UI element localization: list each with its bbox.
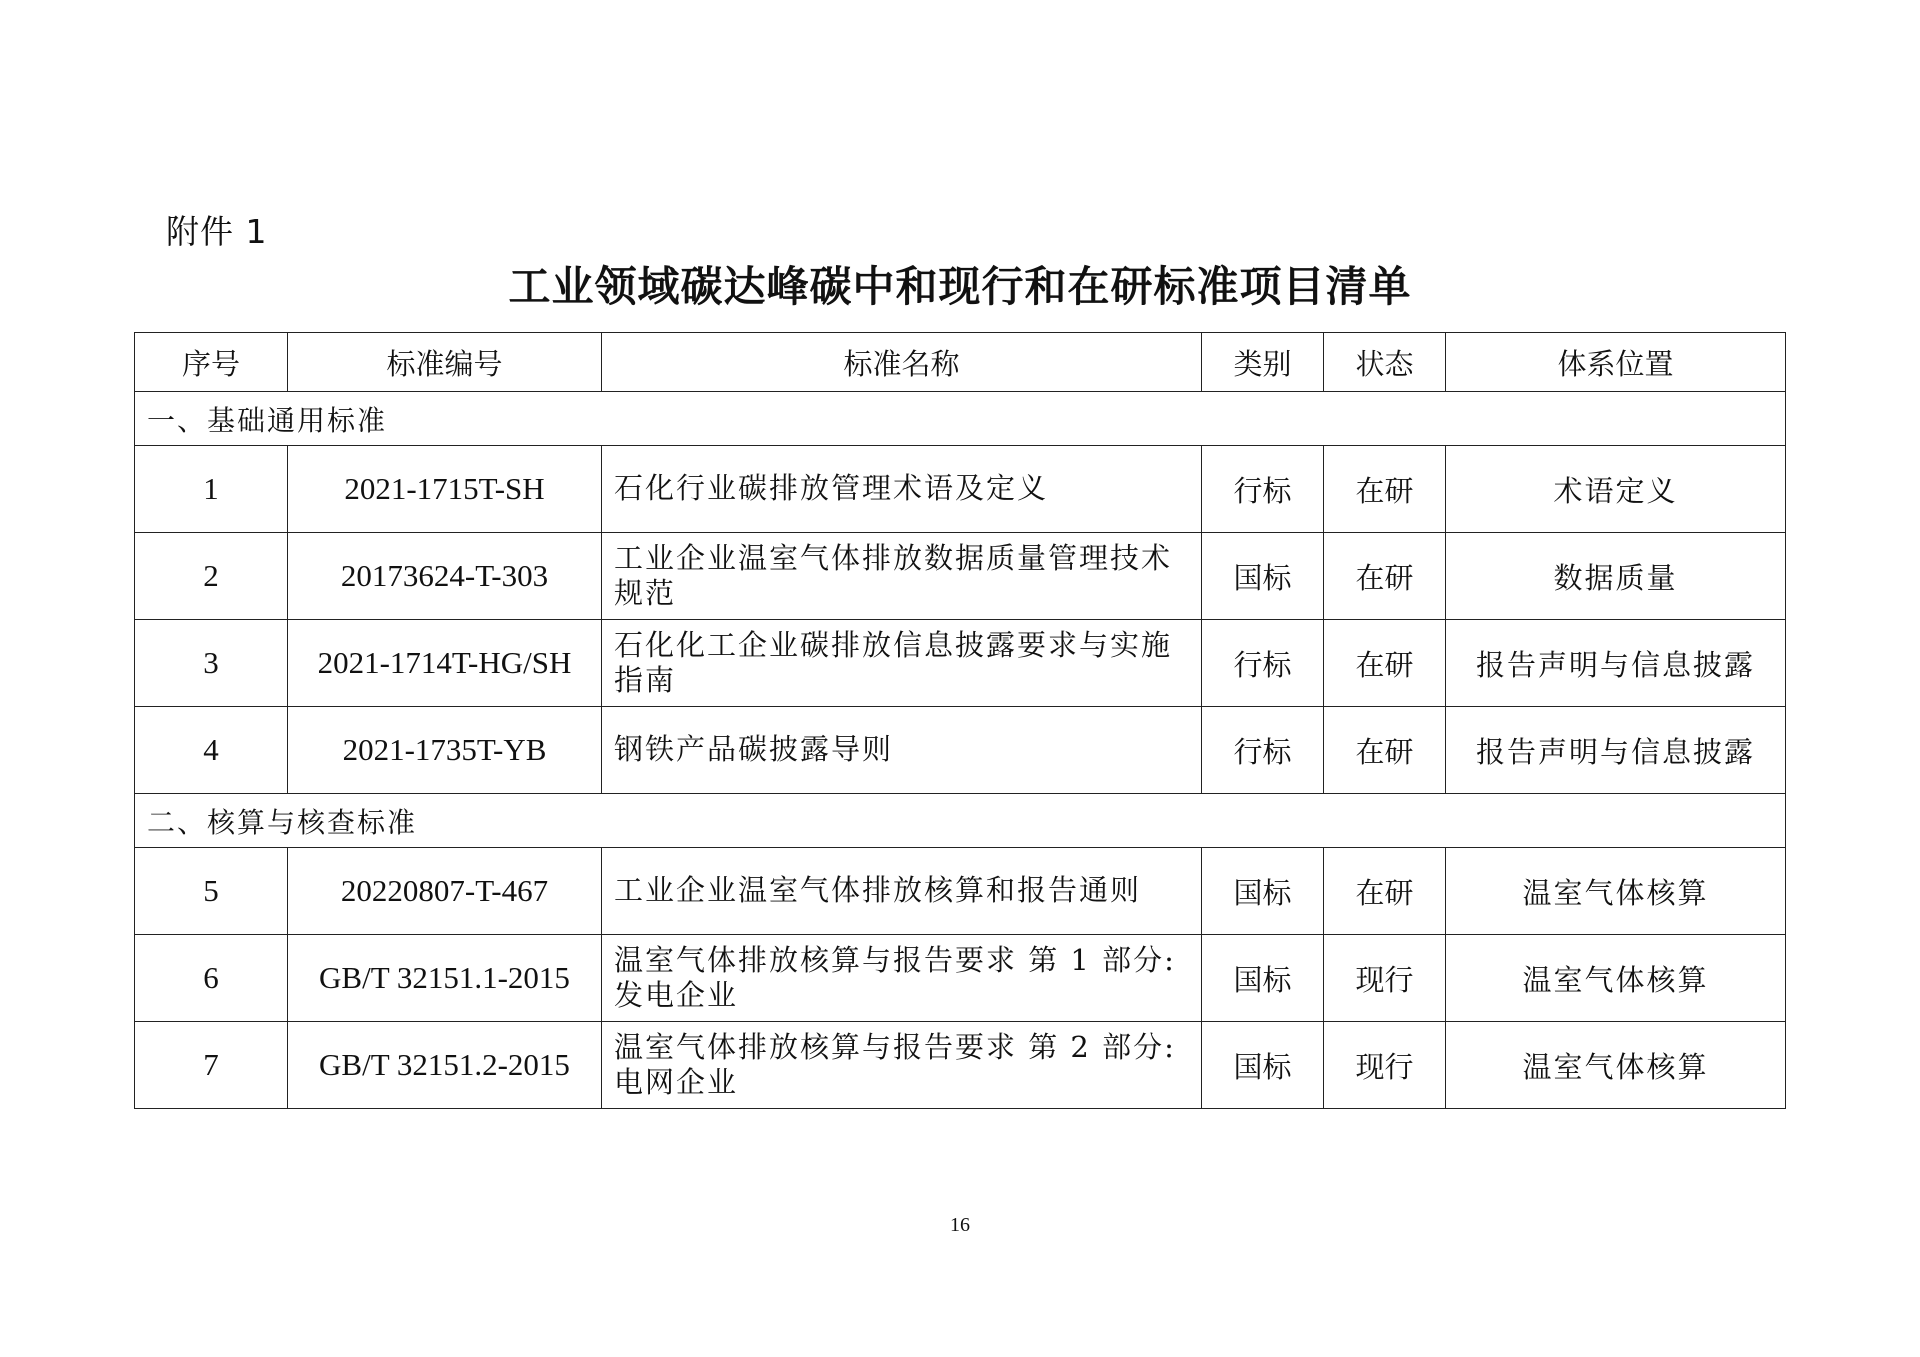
section-row bbox=[135, 392, 1786, 446]
cell-seq: 3 bbox=[135, 620, 288, 707]
cell-code: GB/T 32151.2-2015 bbox=[288, 1022, 602, 1109]
section-title: 二、核算与核查标准 bbox=[135, 794, 1786, 848]
cell-name: 工业企业温室气体排放数据质量管理技术规范 bbox=[602, 533, 1202, 620]
header-status: 状态 bbox=[1324, 333, 1446, 392]
cell-position: 报告声明与信息披露 bbox=[1446, 707, 1786, 794]
cell-seq: 2 bbox=[135, 533, 288, 620]
cell-code: GB/T 32151.1-2015 bbox=[288, 935, 602, 1022]
cell-seq: 6 bbox=[135, 935, 288, 1022]
cell-position: 报告声明与信息披露 bbox=[1446, 620, 1786, 707]
cell-seq: 7 bbox=[135, 1022, 288, 1109]
cell-name: 温室气体排放核算与报告要求 第 1 部分: 发电企业 bbox=[602, 935, 1202, 1022]
table-row bbox=[135, 446, 1786, 533]
cell-category: 国标 bbox=[1202, 1022, 1324, 1109]
cell-status: 在研 bbox=[1324, 707, 1446, 794]
attachment-label: 附件 1 bbox=[166, 212, 268, 251]
table-row bbox=[135, 935, 1786, 1022]
header-code: 标准编号 bbox=[288, 333, 602, 392]
cell-seq: 5 bbox=[135, 848, 288, 935]
cell-position: 术语定义 bbox=[1446, 446, 1786, 533]
table-row bbox=[135, 707, 1786, 794]
cell-category: 国标 bbox=[1202, 935, 1324, 1022]
document-title: 工业领域碳达峰碳中和现行和在研标准项目清单 bbox=[508, 262, 1412, 311]
cell-status: 在研 bbox=[1324, 446, 1446, 533]
cell-status: 现行 bbox=[1324, 935, 1446, 1022]
table-header-row bbox=[135, 333, 1786, 392]
cell-name: 石化化工企业碳排放信息披露要求与实施指南 bbox=[602, 620, 1202, 707]
cell-name: 石化行业碳排放管理术语及定义 bbox=[602, 446, 1202, 533]
cell-name: 温室气体排放核算与报告要求 第 2 部分: 电网企业 bbox=[602, 1022, 1202, 1109]
table-row bbox=[135, 620, 1786, 707]
header-seq: 序号 bbox=[135, 333, 288, 392]
header-category: 类别 bbox=[1202, 333, 1324, 392]
table-row bbox=[135, 1022, 1786, 1109]
cell-position: 温室气体核算 bbox=[1446, 848, 1786, 935]
cell-code: 2021-1735T-YB bbox=[288, 707, 602, 794]
header-name: 标准名称 bbox=[602, 333, 1202, 392]
cell-code: 20220807-T-467 bbox=[288, 848, 602, 935]
cell-seq: 4 bbox=[135, 707, 288, 794]
table-row bbox=[135, 848, 1786, 935]
cell-category: 行标 bbox=[1202, 707, 1324, 794]
cell-code: 2021-1714T-HG/SH bbox=[288, 620, 602, 707]
header-position: 体系位置 bbox=[1446, 333, 1786, 392]
standards-table bbox=[134, 332, 1786, 1109]
table-row bbox=[135, 533, 1786, 620]
cell-name: 钢铁产品碳披露导则 bbox=[602, 707, 1202, 794]
cell-category: 行标 bbox=[1202, 620, 1324, 707]
section-title: 一、基础通用标准 bbox=[135, 392, 1786, 446]
cell-seq: 1 bbox=[135, 446, 288, 533]
cell-name: 工业企业温室气体排放核算和报告通则 bbox=[602, 848, 1202, 935]
cell-code: 20173624-T-303 bbox=[288, 533, 602, 620]
cell-position: 温室气体核算 bbox=[1446, 935, 1786, 1022]
cell-position: 数据质量 bbox=[1446, 533, 1786, 620]
cell-category: 国标 bbox=[1202, 848, 1324, 935]
cell-code: 2021-1715T-SH bbox=[288, 446, 602, 533]
cell-category: 国标 bbox=[1202, 533, 1324, 620]
cell-position: 温室气体核算 bbox=[1446, 1022, 1786, 1109]
page-number: 16 bbox=[950, 1214, 970, 1236]
section-row bbox=[135, 794, 1786, 848]
cell-category: 行标 bbox=[1202, 446, 1324, 533]
cell-status: 在研 bbox=[1324, 533, 1446, 620]
cell-status: 在研 bbox=[1324, 848, 1446, 935]
cell-status: 现行 bbox=[1324, 1022, 1446, 1109]
cell-status: 在研 bbox=[1324, 620, 1446, 707]
